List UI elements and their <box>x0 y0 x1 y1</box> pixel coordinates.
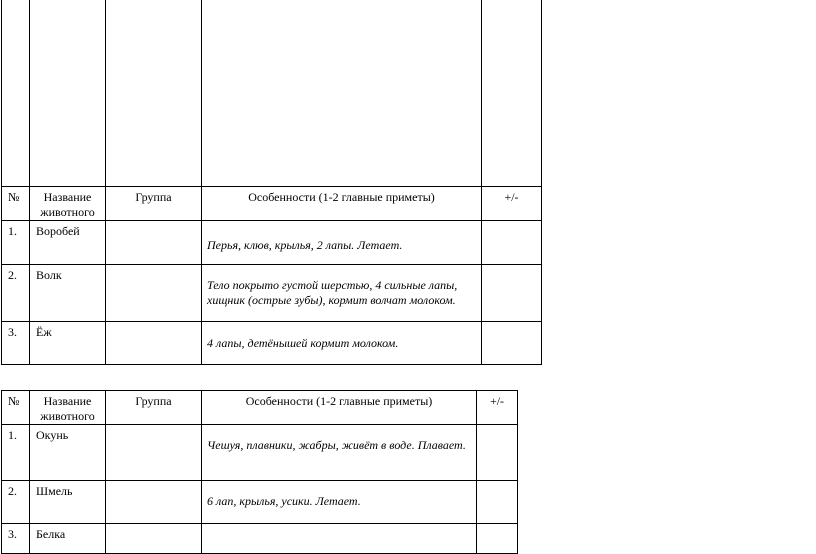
spacer-cell <box>2 0 30 187</box>
header-features: Особенности (1-2 главные приметы) <box>202 187 482 221</box>
header-name: Название животного <box>30 187 106 221</box>
table-row <box>2 481 518 524</box>
row-features <box>202 524 477 554</box>
row-name: Воробей <box>30 221 106 265</box>
row-num: 2. <box>2 265 30 322</box>
spacer-cell <box>106 0 202 187</box>
row-num: 1. <box>2 221 30 265</box>
row-mark <box>477 425 518 481</box>
table-row <box>2 221 542 265</box>
table-row <box>2 265 542 322</box>
animals-table-2 <box>1 390 518 554</box>
row-mark <box>477 481 518 524</box>
row-num: 3. <box>2 322 30 365</box>
header-mark: +/- <box>477 391 518 425</box>
table-header-row <box>2 391 518 425</box>
animals-table-1 <box>1 0 542 365</box>
row-name: Белка <box>30 524 106 554</box>
row-group <box>106 322 202 365</box>
table-row <box>2 524 518 554</box>
row-features: Тело покрыто густой шерстью, 4 сильные лапы, хищник (острые зубы), кормит волчат молоком. <box>202 265 482 322</box>
header-name: Название животного <box>30 391 106 425</box>
row-features: Перья, клюв, крылья, 2 лапы. Летает. <box>202 221 482 265</box>
row-num: 2. <box>2 481 30 524</box>
row-group <box>106 265 202 322</box>
header-group: Группа <box>106 187 202 221</box>
row-group <box>106 221 202 265</box>
row-name: Волк <box>30 265 106 322</box>
row-name: Окунь <box>30 425 106 481</box>
header-group: Группа <box>106 391 202 425</box>
row-mark <box>482 265 542 322</box>
row-mark <box>482 221 542 265</box>
header-num: № <box>2 187 30 221</box>
spacer-cell <box>202 0 482 187</box>
row-features: 4 лапы, детёнышей кормит молоком. <box>202 322 482 365</box>
table-spacer-row <box>2 0 542 187</box>
header-features: Особенности (1-2 главные приметы) <box>202 391 477 425</box>
row-name: Ёж <box>30 322 106 365</box>
row-name: Шмель <box>30 481 106 524</box>
table-row <box>2 322 542 365</box>
header-mark: +/- <box>482 187 542 221</box>
row-num: 3. <box>2 524 30 554</box>
table-header-row <box>2 187 542 221</box>
row-group <box>106 481 202 524</box>
table-row <box>2 425 518 481</box>
row-group <box>106 425 202 481</box>
row-num: 1. <box>2 425 30 481</box>
header-num: № <box>2 391 30 425</box>
row-group <box>106 524 202 554</box>
row-mark <box>482 322 542 365</box>
spacer-cell <box>30 0 106 187</box>
row-features: 6 лап, крылья, усики. Летает. <box>202 481 477 524</box>
spacer-cell <box>482 0 542 187</box>
row-mark <box>477 524 518 554</box>
row-features: Чешуя, плавники, жабры, живёт в воде. Плавает. <box>202 425 477 481</box>
